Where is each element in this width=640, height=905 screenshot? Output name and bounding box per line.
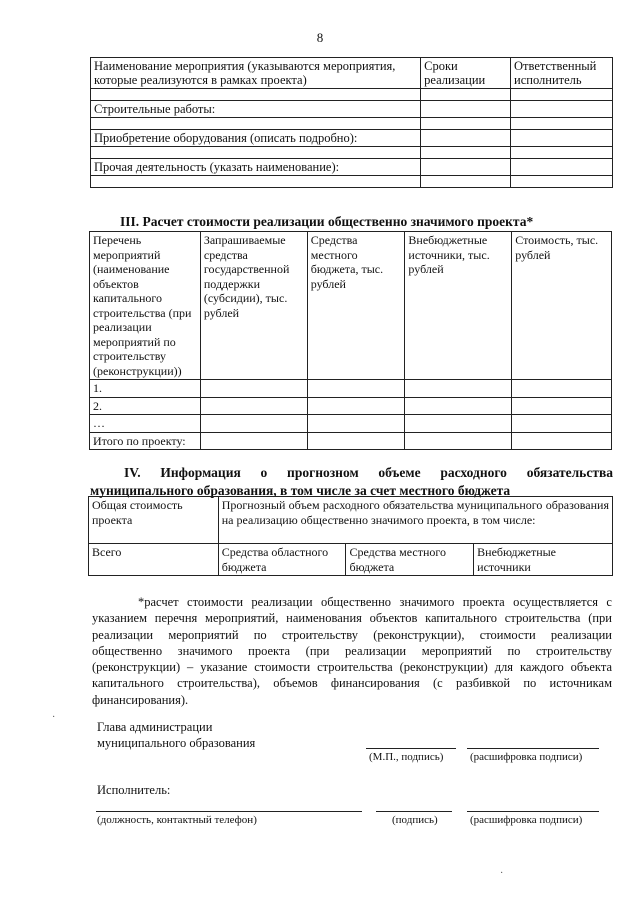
caption-decode-2: (расшифровка подписи) — [470, 814, 583, 826]
header-list: Перечень мероприятий (наименование объектов капитального строительства (при реализации мероприятий по строительству (реконструкции)) — [90, 232, 201, 380]
table-row — [91, 147, 613, 159]
cell-total: Всего — [89, 544, 219, 576]
table-row — [90, 397, 612, 415]
table-row — [91, 118, 613, 130]
caption-sign: (подпись) — [392, 814, 438, 826]
table-row — [90, 432, 612, 450]
table-row — [90, 415, 612, 433]
table-row — [90, 380, 612, 398]
header-forecast: Прогнозный объем расходного обязательства муниципального образования на реализацию общественно значимого проекта, в том числе: — [218, 497, 612, 544]
row-total: Итого по проекту: — [90, 432, 201, 450]
caption-mp: (М.П., подпись) — [369, 751, 444, 763]
header-subsidy: Запрашиваемые средства государственной поддержки (субсидии), тыс. рублей — [200, 232, 307, 380]
section3-title: III. Расчет стоимости реализации общественно значимого проекта* — [120, 214, 534, 229]
page-number: 8 — [316, 30, 324, 45]
sub-extra: Внебюджетные источники — [474, 544, 613, 576]
caption-position: (должность, контактный телефон) — [97, 814, 257, 826]
header-local-budget: Средства местного бюджета, тыс. рублей — [307, 232, 405, 380]
sub-regional: Средства областного бюджета — [218, 544, 346, 576]
header-responsible: Ответственный исполнитель — [511, 58, 613, 89]
scan-speck: · — [500, 868, 504, 879]
table-row — [91, 101, 613, 118]
cost-table — [89, 231, 612, 450]
footnote-rest: указанием перечня мероприятий, наименования объектов капитального строительства (при реализации мероприятий по строительству (реконструкции), стоимости реализации общественно значимого проекта (при реализации мероприятий по строительству (реконструкции) – указание стоимости строительства (реконструкции) для каждого объекта капитального строительства), объемов финансирования (с разбивкой по источникам финансирования). — [92, 611, 612, 707]
total-cost-label: Общая стоимость проекта — [92, 498, 183, 527]
header-cost: Стоимость, тыс. рублей — [512, 232, 612, 380]
signature-line — [366, 748, 456, 749]
table-row — [91, 130, 613, 147]
table-header-row — [89, 497, 613, 544]
table-row — [91, 159, 613, 176]
row-num-1: 1. — [90, 380, 201, 398]
position-line — [96, 811, 362, 812]
section4-title-line1: IV. Информация о прогнозном объеме расходного обязательства — [124, 465, 613, 480]
header-extra-budget: Внебюджетные источники, тыс. рублей — [405, 232, 512, 380]
table-row — [91, 176, 613, 188]
table-header-row — [90, 232, 612, 380]
executor-decode-line — [467, 811, 599, 812]
table-row — [89, 544, 613, 576]
head-label-1: Глава администрации — [97, 720, 213, 734]
obligation-table — [88, 496, 613, 576]
sub-local: Средства местного бюджета — [346, 544, 474, 576]
row-construction: Строительные работы: — [91, 101, 421, 118]
row-ellipsis: … — [90, 415, 201, 433]
table-row — [91, 89, 613, 101]
scan-speck: · — [52, 712, 56, 723]
header-activity: Наименование мероприятия (указываются мероприятия, которые реализуются в рамках проекта) — [91, 58, 421, 89]
executor-label: Исполнитель: — [97, 783, 171, 797]
table-header-row — [91, 58, 613, 89]
executor-sign-line — [376, 811, 452, 812]
row-other: Прочая деятельность (указать наименование): — [91, 159, 421, 176]
decode-line — [467, 748, 599, 749]
row-num-2: 2. — [90, 397, 201, 415]
footnote-first: *расчет стоимости реализации общественно значимого проекта осуществляется с — [138, 595, 612, 609]
caption-decode-1: (расшифровка подписи) — [470, 751, 583, 763]
header-total-cost — [89, 497, 219, 544]
row-equipment: Приобретение оборудования (описать подробно): — [91, 130, 421, 147]
head-label-2: муниципального образования — [97, 736, 256, 750]
section4-title-line2: муниципального образования, в том числе за счет местного бюджета — [90, 483, 511, 498]
activities-table — [90, 57, 613, 188]
header-terms: Сроки реализации — [421, 58, 511, 89]
section4-title — [90, 464, 613, 500]
footnote — [92, 594, 612, 708]
